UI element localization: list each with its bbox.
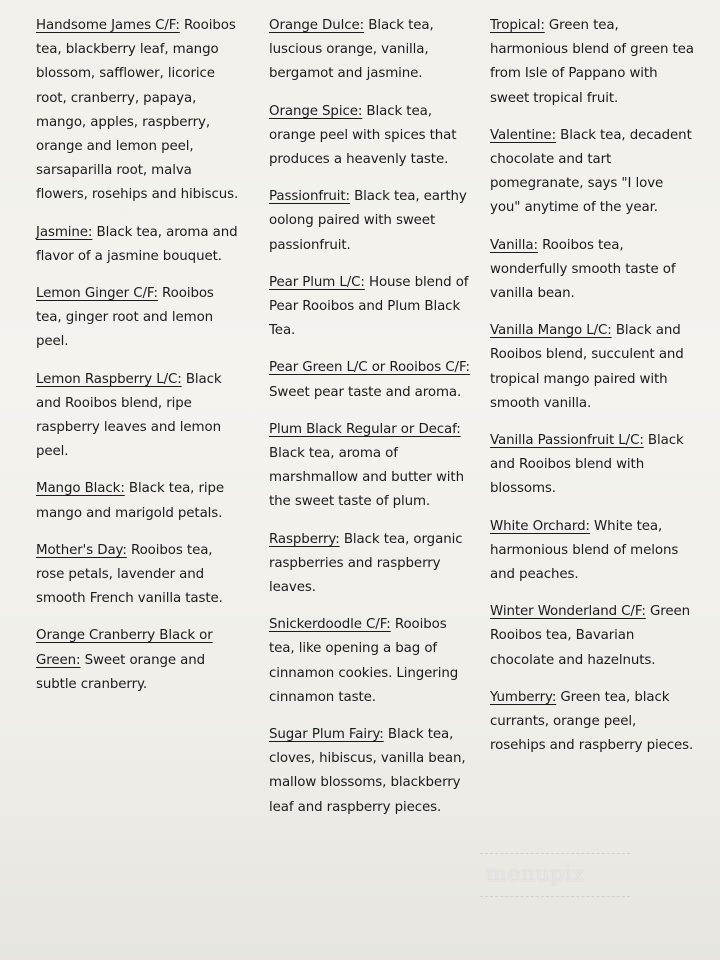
tea-menu-item [36,539,241,612]
tea-name: Winter Wonderland C/F: [490,604,646,620]
tea-name: Handsome James C/F: [36,18,180,33]
tea-description: Black tea, luscious orange, vanilla, bergamot and jasmine. [269,18,434,82]
tea-name: Vanilla: [490,237,538,253]
tea-menu-item [36,368,241,465]
tea-description: Rooibos tea, ginger root and lemon peel. [36,286,214,350]
tea-name: Lemon Ginger C/F: [36,286,158,302]
tea-menu-item [269,613,474,710]
watermark-divider-top [480,853,630,854]
tea-name: Pear Green L/C or Rooibos C/F: [269,360,470,376]
tea-description: Green tea, black currants, orange peel, rosehips and raspberry pieces. [490,689,694,754]
tea-name: Valentine: [490,127,556,143]
tea-menu-item [269,418,474,515]
tea-menu-item [490,686,695,759]
tea-menu-item [490,124,695,221]
tea-name: Vanilla Mango L/C: [490,323,612,339]
tea-description: Black tea, earthy oolong paired with sweet passionfruit. [269,189,467,253]
tea-menu-item [490,319,695,416]
tea-name: Sugar Plum Fairy: [269,727,384,743]
tea-name: Lemon Raspberry L/C: [36,371,182,387]
tea-description: Sweet orange and subtle cranberry. [36,652,206,692]
tea-description: Green tea, harmonious blend of green tea from Isle of Pappano with sweet tropical fruit. [490,18,694,106]
tea-name: Tropical: [490,18,545,33]
tea-name: Snickerdoodle C/F: [269,617,391,633]
tea-name: Orange Dulce: [269,18,365,33]
tea-name: Mother's Day: [36,542,127,558]
tea-name: Orange Spice: [269,103,363,119]
menu-column-3 [490,14,695,771]
tea-menu-item [36,282,241,355]
watermark-logo: menupix [486,862,586,887]
tea-description: Black tea, orange peel with spices that produces a heavenly taste. [269,103,457,168]
tea-description: Black and Rooibos blend, succulent and tropical mango paired with smooth vanilla. [490,323,684,411]
tea-description: White tea, harmonious blend of melons and peaches. [490,518,679,583]
tea-menu-item [490,429,695,502]
tea-name: Raspberry: [269,531,340,547]
tea-name: Vanilla Passionfruit L/C: [490,433,644,449]
tea-name: Yumberry: [490,689,557,705]
tea-menu-item [269,356,474,404]
tea-menu-item [269,14,474,87]
watermark-divider-bottom [480,896,630,897]
tea-name: Pear Plum L/C: [269,274,365,290]
tea-description: Black and Rooibos blend, ripe raspberry leaves and lemon peel. [36,371,222,460]
tea-menu-item [36,221,241,269]
tea-description: House blend of Pear Rooibos and Plum Black Tea. [269,274,469,339]
tea-name: Passionfruit: [269,189,350,205]
menu-column-2 [269,14,474,833]
tea-description: Black tea, cloves, hibiscus, vanilla bean, mallow blossoms, blackberry leaf and raspberry pieces. [269,727,466,815]
tea-name: White Orchard: [490,518,590,534]
tea-menu-item [490,600,695,673]
tea-menu-item [490,14,695,111]
tea-description: Rooibos tea, rose petals, lavender and smooth French vanilla taste. [36,542,223,607]
tea-description: Rooibos tea, blackberry leaf, mango blossom, safflower, licorice root, cranberry, papaya, mango, apples, raspberry, orange and lemon peel, sarsaparilla root, malva flowers, rosehips and hibiscus. [36,18,239,203]
tea-menu-item [490,515,695,588]
menu-column-1 [36,14,241,710]
tea-menu-item [269,271,474,344]
tea-description: Rooibos tea, like opening a bag of cinnamon cookies. Lingering cinnamon taste. [269,617,459,705]
tea-name: Orange Cranberry Black or Green: [36,628,213,668]
tea-menu-item [269,100,474,173]
tea-menu-item [269,723,474,820]
tea-menu-item [269,185,474,258]
tea-menu-item [269,528,474,601]
tea-description: Black tea, decadent chocolate and tart pomegranate, says "I love you" anytime of the year. [490,127,692,216]
tea-name: Jasmine: [36,224,93,240]
tea-name: Plum Black Regular or Decaf: [269,421,461,437]
tea-description: Rooibos tea, wonderfully smooth taste of vanilla bean. [490,237,676,302]
tea-menu-item [36,477,241,525]
tea-description: Black tea, organic raspberries and raspberry leaves. [269,531,463,596]
tea-name: Mango Black: [36,481,125,497]
tea-description: Green Rooibos tea, Bavarian chocolate and hazelnuts. [490,604,691,668]
tea-description: Black tea, aroma and flavor of a jasmine bouquet. [36,224,238,264]
tea-menu-item [490,234,695,307]
tea-menu-item [36,624,241,697]
tea-description: Black and Rooibos blend with blossoms. [490,433,684,497]
tea-description: Black tea, aroma of marshmallow and butter with the sweet taste of plum. [269,446,464,510]
tea-description: Black tea, ripe mango and marigold petals. [36,481,225,521]
tea-description: Sweet pear taste and aroma. [269,384,462,400]
tea-menu-item [36,14,241,208]
